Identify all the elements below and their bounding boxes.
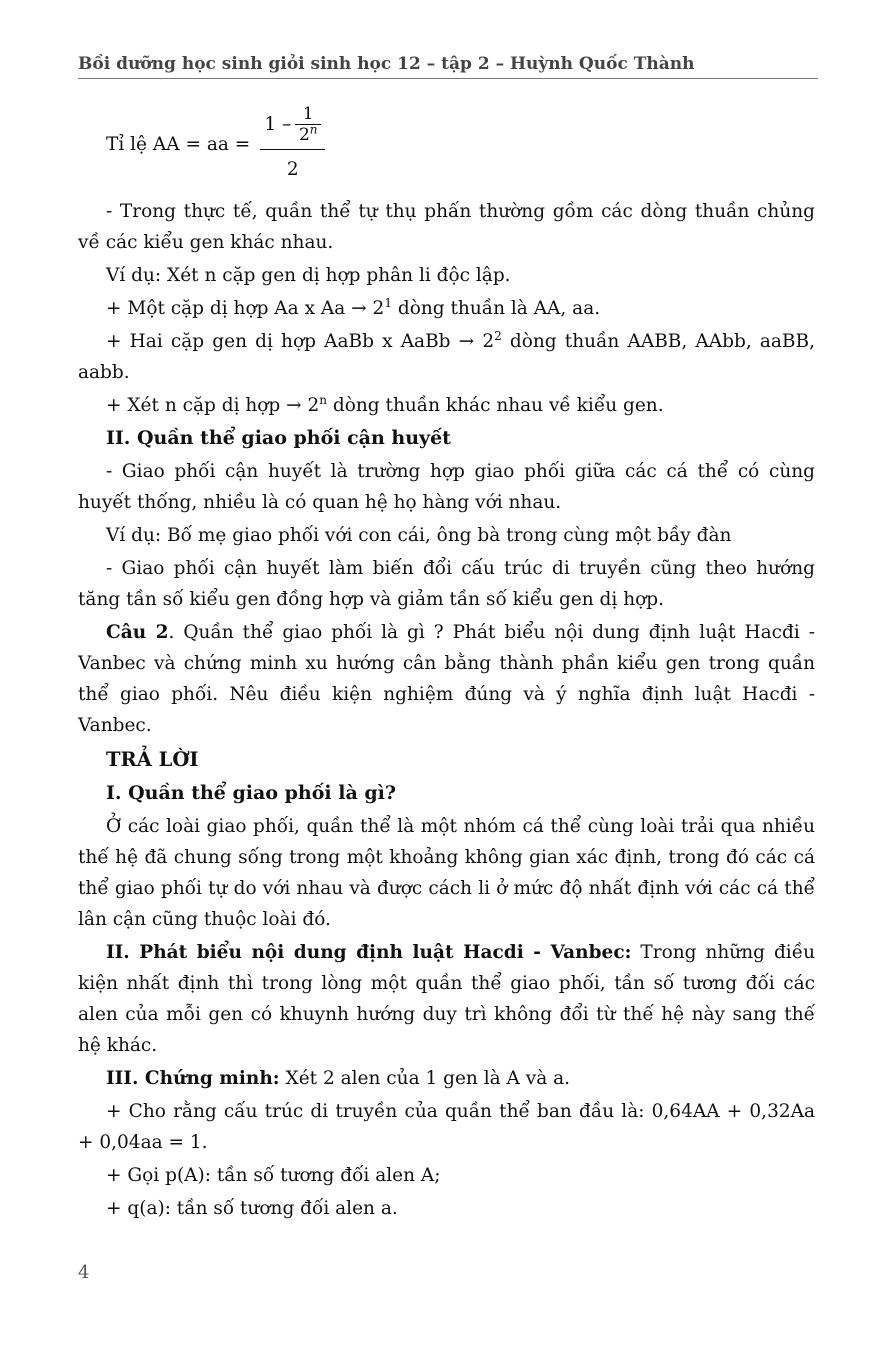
page-number: 4 <box>78 1262 90 1283</box>
paragraph-hardy-weinberg-statement: II. Phát biểu nội dung định luật Hacdi - Vanbec: Trong những điều kiện nhất định thì trong lòng một quần thể giao phối, tần số tương đối các alen của mỗi gen có khuynh hướng duy trì không đổi từ thế hệ này sang thế hệ khác. <box>78 942 815 1056</box>
ratio-formula <box>106 96 815 192</box>
heading-what-is-population: I. Quần thể giao phối là gì? <box>106 782 397 804</box>
inner-numerator: 1 <box>302 103 314 124</box>
paragraph-example-n-pairs: Ví dụ: Xét n cặp gen dị hợp phân li độc lập. <box>106 265 511 286</box>
paragraph-real-populations: - Trong thực tế, quần thể tự thụ phấn thường gồm các dòng thuần chủng về các kiểu gen khác nhau. <box>78 201 815 253</box>
paragraph-population-definition: Ở các loài giao phối, quần thể là một nhóm cá thể cùng loài trải qua nhiều thế hệ đã chung sống trong một khoảng không gian xác định, trong đó các cá thể giao phối tự do với nhau và được cách li ở mức độ nhất định với các cá thể lân cận cũng thuộc loài đó. <box>78 816 815 930</box>
main-fraction <box>260 104 325 185</box>
inner-exponent: n <box>309 121 318 136</box>
running-header: Bồi dưỡng học sinh giỏi sinh học 12 – tập 2 – Huỳnh Quốc Thành <box>78 54 818 79</box>
inner-fraction <box>295 104 321 145</box>
paragraph-initial-structure: + Cho rằng cấu trúc di truyền của quần thể ban đầu là: 0,64AA + 0,32Aa + 0,04aa = 1. <box>78 1101 815 1153</box>
paragraph-proof-intro: III. Chứng minh: Xét 2 alen của 1 gen là A và a. <box>106 1068 571 1089</box>
paragraph-two-pairs: + Hai cặp gen dị hợp AaBb x AaBb → $2^2$ dòng thuần AABB, AAbb, aaBB, aabb. <box>78 328 815 383</box>
question-2: Câu 2. Quần thể giao phối là gì ? Phát biểu nội dung định luật Hacđi - Vanbec và chứng minh xu hướng cân bằng thành phần kiểu gen trong quần thể giao phối. Nêu điều kiện nghiệm đúng và ý nghĩa định luật Hacđi - Vanbec. <box>78 622 815 736</box>
inner-denominator: 2$^n$ <box>298 121 318 145</box>
num-prefix: 1 – <box>264 113 292 135</box>
fraction-numerator <box>260 104 325 149</box>
paragraph-inbreeding-effect: - Giao phối cận huyết làm biến đổi cấu trúc di truyền cũng theo hướng tăng tần số kiểu gen đồng hợp và giảm tần số kiểu gen dị hợp. <box>78 558 815 610</box>
paragraph-one-pair: + Một cặp dị hợp Aa x $Aa \to 2^1$ dòng thuần là AA, aa. <box>106 295 601 319</box>
fraction-denominator: 2 <box>286 158 299 180</box>
page-content <box>78 96 815 1226</box>
formula-label: Tỉ lệ AA = aa = <box>106 133 251 155</box>
paragraph-n-pairs: + Xét n cặp dị hợp → $2^n$ dòng thuần khác nhau về kiểu gen. <box>106 392 664 416</box>
paragraph-inbreeding-definition: - Giao phối cận huyết là trường hợp giao phối giữa các cá thể có cùng huyết thống, nhiều là có quan hệ họ hàng với nhau. <box>78 461 815 513</box>
section-heading-inbreeding: II. Quần thể giao phối cận huyết <box>106 427 451 449</box>
paragraph-q-frequency: + q(a): tần số tương đối alen a. <box>106 1198 398 1219</box>
answer-title: TRẢ LỜI <box>106 748 199 771</box>
paragraph-p-frequency: + Gọi p(A): tần số tương đối alen A; <box>106 1165 441 1186</box>
paragraph-inbreeding-example: Ví dụ: Bố mẹ giao phối với con cái, ông bà trong cùng một bầy đàn <box>106 525 732 546</box>
